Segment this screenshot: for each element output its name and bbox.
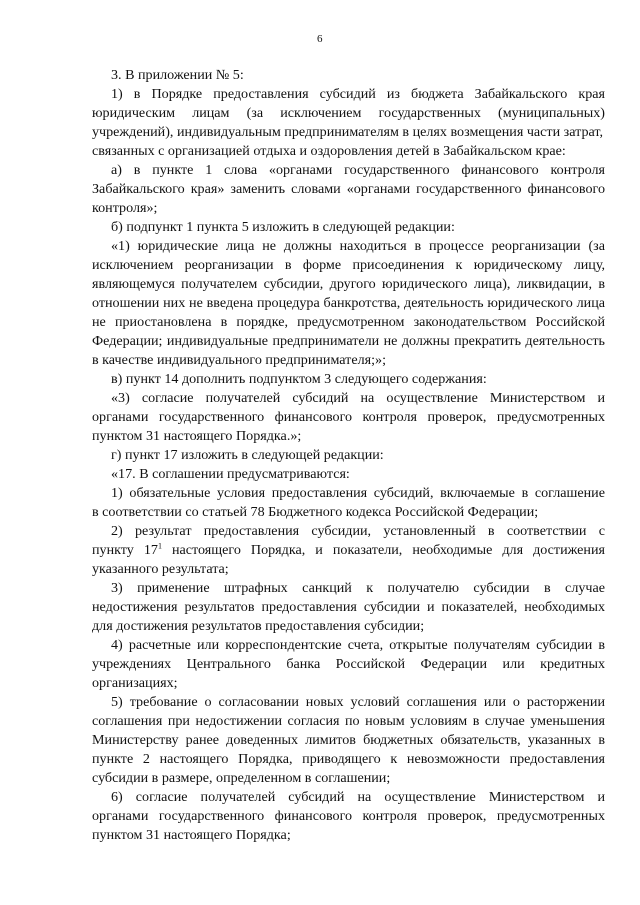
text-line bbox=[92, 712, 605, 731]
text-line bbox=[92, 161, 605, 180]
document-body bbox=[92, 66, 605, 845]
text-line bbox=[92, 389, 605, 408]
text-line-content: указанного результата; bbox=[92, 561, 229, 577]
text-line-content: исключением реорганизации в форме присоединения к юридическому лицу, bbox=[92, 257, 605, 273]
text-line bbox=[92, 484, 605, 503]
text-line bbox=[92, 693, 605, 712]
text-line-content: соглашения при недостижении согласия по новым условиям в случае уменьшения bbox=[92, 713, 605, 729]
text-line bbox=[92, 199, 605, 218]
text-line bbox=[92, 522, 605, 541]
text-line bbox=[92, 465, 605, 484]
text-line bbox=[92, 85, 605, 104]
text-line-content: 6) согласие получателей субсидий на осуществление Министерством и bbox=[111, 789, 605, 805]
text-line bbox=[92, 750, 605, 769]
page-number: 6 bbox=[317, 33, 323, 45]
text-line-content: «17. В соглашении предусматриваются: bbox=[111, 466, 350, 482]
text-line bbox=[92, 446, 605, 465]
text-line bbox=[92, 104, 605, 123]
text-line bbox=[92, 617, 605, 636]
text-line bbox=[92, 427, 605, 446]
text-line-continuation: настоящего Порядка, и показатели, необходимые для достижения bbox=[161, 542, 605, 558]
text-line bbox=[92, 237, 605, 256]
text-line-content: пункте 2 настоящего Порядка, приводящего к невозможности предоставления bbox=[92, 751, 605, 767]
text-line bbox=[92, 769, 605, 788]
text-line-content: пункту 17 bbox=[92, 542, 158, 558]
text-line bbox=[92, 256, 605, 275]
text-line-content: связанных с организацией отдыха и оздоровления детей в Забайкальском крае: bbox=[92, 143, 566, 159]
text-line-content: Министерству ранее доведенных лимитов бюджетных обязательств, указанных в bbox=[92, 732, 605, 748]
text-line bbox=[92, 731, 605, 750]
text-line bbox=[92, 313, 605, 332]
text-line-content: контроля»; bbox=[92, 200, 158, 216]
text-line bbox=[92, 351, 605, 370]
text-line-content: в) пункт 14 дополнить подпунктом 3 следующего содержания: bbox=[111, 371, 487, 387]
text-line-content: для достижения результатов предоставления субсидии; bbox=[92, 618, 425, 634]
text-line-content: недостижения результатов предоставления субсидии и показателей, необходимых bbox=[92, 599, 605, 615]
text-line-content: Федерации; индивидуальные предприниматели не должны прекратить деятельность bbox=[92, 333, 605, 349]
text-line-content: а) в пункте 1 слова «органами государственного финансового контроля bbox=[111, 162, 605, 178]
text-line bbox=[92, 503, 605, 522]
text-line-content: учреждениях Центрального банка Российской Федерации или кредитных bbox=[92, 656, 605, 672]
text-line-content: отношении них не введена процедура банкротства, деятельность юридического лица bbox=[92, 295, 605, 311]
text-line-content: Забайкальского края» заменить словами «органами государственного финансового bbox=[92, 181, 605, 197]
text-line bbox=[92, 807, 605, 826]
text-line-content: 5) требование о согласовании новых условий соглашения или о расторжении bbox=[111, 694, 605, 710]
text-line-content: организациях; bbox=[92, 675, 178, 691]
text-line-content: 1) обязательные условия предоставления субсидий, включаемые в соглашение bbox=[111, 485, 605, 501]
text-line-content: б) подпункт 1 пункта 5 изложить в следующей редакции: bbox=[111, 219, 455, 235]
text-line bbox=[92, 66, 605, 85]
text-line bbox=[92, 655, 605, 674]
text-line-content: субсидии в размере, определенном в соглашении; bbox=[92, 770, 391, 786]
text-line-content: 3. В приложении № 5: bbox=[111, 67, 244, 83]
text-line-content: учреждений), индивидуальным предпринимателям в целях возмещения части затрат, bbox=[92, 124, 604, 140]
text-line-content: не приостановлена в порядке, предусмотренном законодательством Российской bbox=[92, 314, 605, 330]
text-line bbox=[92, 598, 605, 617]
text-line-content: 4) расчетные или корреспондентские счета, открытые получателям субсидии в bbox=[111, 637, 605, 653]
text-line-content: «1) юридические лица не должны находиться в процессе реорганизации (за bbox=[111, 238, 605, 254]
text-line-content: пунктом 31 настоящего Порядка.»; bbox=[92, 428, 302, 444]
text-line-content: являющемуся получателем субсидии, другого юридического лица), ликвидации, в bbox=[92, 276, 605, 292]
text-line-content: в качестве индивидуального предпринимателя;»; bbox=[92, 352, 386, 368]
text-line bbox=[92, 541, 605, 560]
text-line bbox=[92, 408, 605, 427]
text-line bbox=[92, 674, 605, 693]
text-line-content: органами государственного финансового контроля проверок, предусмотренных bbox=[92, 808, 605, 824]
text-line bbox=[92, 180, 605, 199]
text-line bbox=[92, 579, 605, 598]
text-line bbox=[92, 560, 605, 579]
text-line-content: органами государственного финансового контроля проверок, предусмотренных bbox=[92, 409, 605, 425]
text-line-content: в соответствии со статьей 78 Бюджетного кодекса Российской Федерации; bbox=[92, 504, 539, 520]
text-line-content: 2) результат предоставления субсидии, установленный в соответствии с bbox=[111, 523, 605, 539]
text-line-content: 3) применение штрафных санкций к получателю субсидии в случае bbox=[111, 580, 605, 596]
superscript: 1 bbox=[157, 541, 162, 551]
text-line bbox=[92, 275, 605, 294]
text-line bbox=[92, 142, 605, 161]
text-line bbox=[92, 370, 605, 389]
text-line bbox=[92, 826, 605, 845]
text-line bbox=[92, 218, 605, 237]
text-line-content: пунктом 31 настоящего Порядка; bbox=[92, 827, 291, 843]
text-line-content: 1) в Порядке предоставления субсидий из бюджета Забайкальского края bbox=[111, 86, 605, 102]
text-line-content: г) пункт 17 изложить в следующей редакции: bbox=[111, 447, 384, 463]
text-line bbox=[92, 123, 605, 142]
text-line bbox=[92, 636, 605, 655]
text-line-content: юридическим лицам (за исключением государственных (муниципальных) bbox=[92, 105, 605, 121]
text-line-content: «3) согласие получателей субсидий на осуществление Министерством и bbox=[111, 390, 605, 406]
text-line bbox=[92, 788, 605, 807]
text-line bbox=[92, 332, 605, 351]
text-line bbox=[92, 294, 605, 313]
